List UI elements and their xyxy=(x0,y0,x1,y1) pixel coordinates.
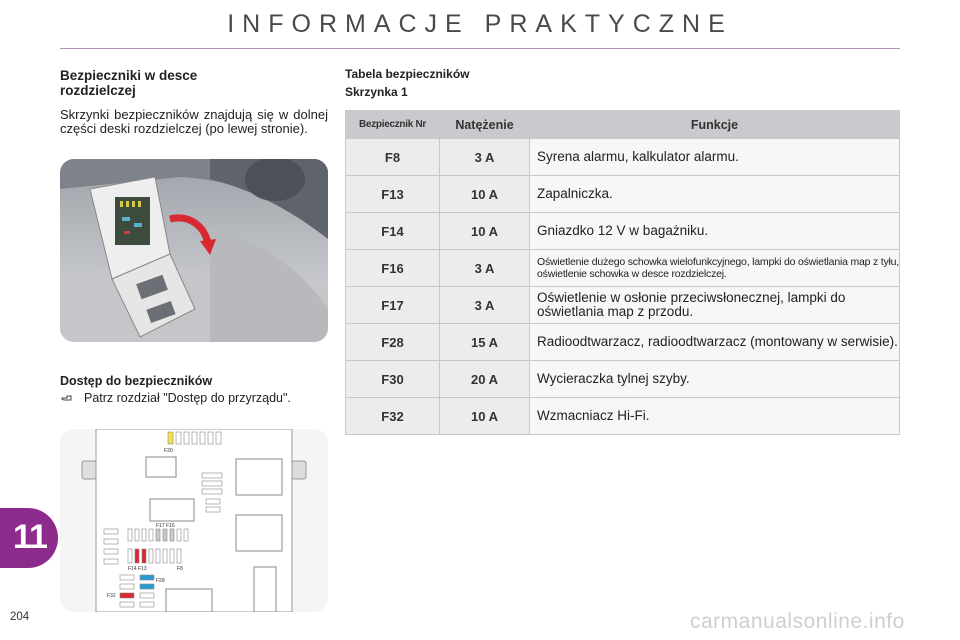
fuse-number: F28 xyxy=(346,324,440,361)
section-title: Bezpieczniki w desce rozdzielczej xyxy=(60,68,198,98)
label-f17-f16: F17 F16 xyxy=(156,523,175,529)
section-paragraph: Skrzynki bezpieczników znajdują się w dolnej części deski rozdzielczej (po lewej stronie). xyxy=(60,107,328,136)
fuse-current: 3 A xyxy=(440,250,530,287)
header-divider xyxy=(60,48,900,49)
fuse-current: 15 A xyxy=(440,324,530,361)
fuse-function: Syrena alarmu, kalkulator alarmu. xyxy=(530,139,900,176)
fuse-function: Wzmacniacz Hi-Fi. xyxy=(530,398,900,435)
header-function: Funkcje xyxy=(530,111,900,139)
pointer-hand-icon xyxy=(60,391,74,405)
table-row xyxy=(346,139,900,176)
fuse-table xyxy=(345,110,900,435)
fuse-layout-diagram xyxy=(60,429,328,612)
watermark: carmanualsonline.info xyxy=(690,610,905,633)
fuse-current: 10 A xyxy=(440,176,530,213)
fuse-current: 3 A xyxy=(440,287,530,324)
fuse-function: Oświetlenie w osłonie przeciwsłonecznej, lampki do oświetlania map z przodu. xyxy=(530,287,900,324)
table-row xyxy=(346,213,900,250)
table-row xyxy=(346,250,900,287)
access-reference xyxy=(60,391,330,405)
table-title: Tabela bezpieczników xyxy=(345,67,470,81)
label-f32: F32 xyxy=(107,593,116,599)
fuse-function: Zapalniczka. xyxy=(530,176,900,213)
fuse-number: F14 xyxy=(346,213,440,250)
fuse-function: Wycieraczka tylnej szyby. xyxy=(530,361,900,398)
fuse-number: F17 xyxy=(346,287,440,324)
chapter-number: 11 xyxy=(13,518,47,556)
fuse-number: F30 xyxy=(346,361,440,398)
fuse-current: 20 A xyxy=(440,361,530,398)
fuse-number: F8 xyxy=(346,139,440,176)
fuse-number: F16 xyxy=(346,250,440,287)
fuse-current: 3 A xyxy=(440,139,530,176)
fuse-number: F13 xyxy=(346,176,440,213)
table-row xyxy=(346,176,900,213)
table-row xyxy=(346,361,900,398)
label-f28: F28 xyxy=(156,578,165,584)
table-row xyxy=(346,398,900,435)
table-row xyxy=(346,287,900,324)
label-f8: F8 xyxy=(177,566,183,572)
fuse-current: 10 A xyxy=(440,213,530,250)
fuse-number: F32 xyxy=(346,398,440,435)
table-row xyxy=(346,324,900,361)
page-header-title: INFORMACJE PRAKTYCZNE xyxy=(227,10,733,38)
access-title: Dostęp do bezpieczników xyxy=(60,374,213,388)
fuse-current: 10 A xyxy=(440,398,530,435)
fuse-function: Oświetlenie dużego schowka wielofunkcyjnego, lampki do oświetlania map z tyłu, oświetlenie schowka w desce rozdzielczej. xyxy=(530,250,900,287)
header-fuse-number: Bezpiecznik Nr xyxy=(346,111,440,139)
header-current: Natężenie xyxy=(440,111,530,139)
fuse-function: Gniazdko 12 V w bagażniku. xyxy=(530,213,900,250)
access-reference-text: Patrz rozdział "Dostęp do przyrządu". xyxy=(84,391,291,405)
box-title: Skrzynka 1 xyxy=(345,85,408,99)
label-f14-f13: F14 F13 xyxy=(128,566,147,572)
label-f30: F30 xyxy=(164,448,173,454)
fusebox-location-photo xyxy=(60,159,328,342)
fuse-function: Radioodtwarzacz, radioodtwarzacz (montowany w serwisie). xyxy=(530,324,900,361)
page-number: 204 xyxy=(10,611,30,623)
